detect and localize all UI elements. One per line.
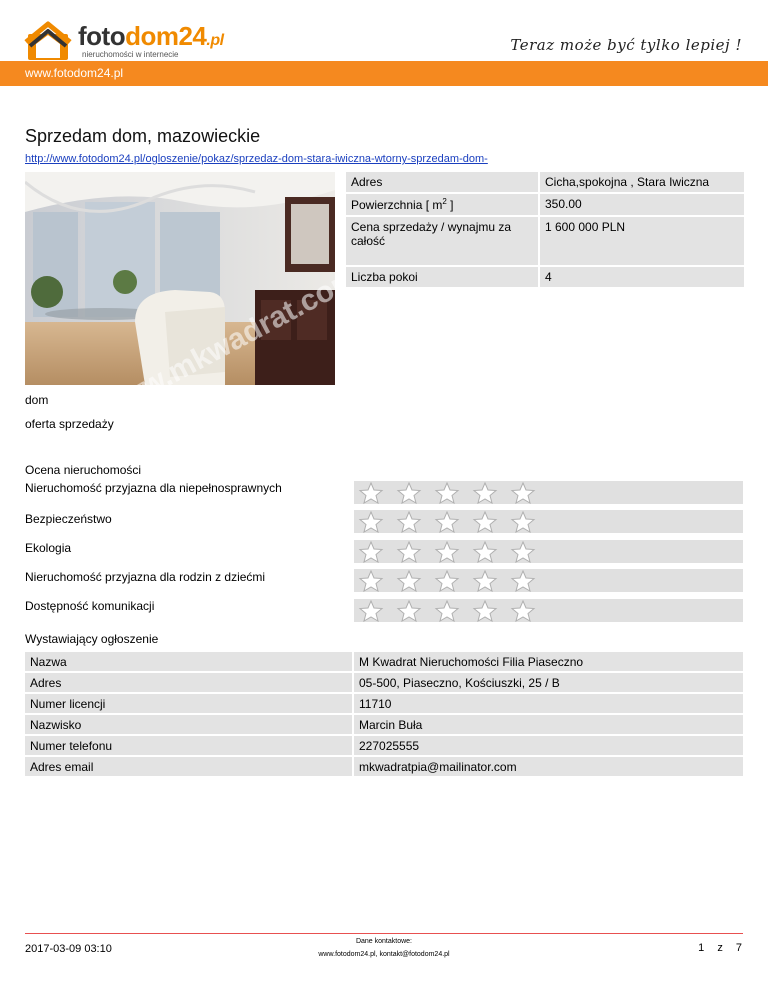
advertiser-label: Adres: [25, 673, 352, 692]
site-url-bar: [0, 61, 768, 86]
rating-stars-row: [354, 599, 743, 622]
advertiser-row: [25, 736, 743, 755]
ratings-heading: Ocena nieruchomości: [25, 463, 142, 477]
print-date: 2017-03-09 03:10: [25, 943, 112, 955]
star-icon[interactable]: [472, 600, 510, 622]
star-icon[interactable]: [358, 482, 396, 504]
tagline: Teraz może być tylko lepiej !: [510, 36, 742, 54]
rating-label: Nieruchomość przyjazna dla rodzin z dziećmi: [25, 570, 266, 584]
star-icon[interactable]: [396, 482, 434, 504]
rating-stars-row: [354, 510, 743, 533]
detail-row: [346, 172, 744, 192]
logo-subtitle: nieruchomości w internecie: [82, 50, 179, 59]
footer-divider: [25, 933, 743, 934]
advertiser-value: Marcin Buła: [354, 715, 743, 734]
advertiser-label: Numer telefonu: [25, 736, 352, 755]
star-icon[interactable]: [434, 482, 472, 504]
star-icon[interactable]: [396, 570, 434, 592]
star-icon[interactable]: [510, 511, 548, 533]
advertiser-value: 11710: [354, 694, 743, 713]
detail-label: Adres: [346, 172, 538, 192]
listing-url-link[interactable]: http://www.fotodom24.pl/ogloszenie/pokaz/sprzedaz-dom-stara-iwiczna-wtorny-sprzedam-dom-: [25, 153, 488, 165]
logo-wordmark: fotodom24.pl: [78, 21, 224, 51]
star-icon[interactable]: [358, 511, 396, 533]
advertiser-value: M Kwadrat Nieruchomości Filia Piaseczno: [354, 652, 743, 671]
page-number: 1 z 7: [698, 942, 742, 954]
advertiser-label: Adres email: [25, 757, 352, 776]
advertiser-row: [25, 715, 743, 734]
detail-value: 350.00: [540, 194, 744, 215]
rating-stars-row: [354, 481, 743, 504]
rating-stars-row: [354, 569, 743, 592]
advertiser-label: Numer licencji: [25, 694, 352, 713]
footer-contact-heading: Dane kontaktowe:: [355, 938, 413, 945]
star-icon[interactable]: [396, 511, 434, 533]
page-title: Sprzedam dom, mazowieckie: [25, 126, 261, 146]
detail-label: Powierzchnia [ $m^2$ ]: [346, 194, 538, 215]
detail-row: [346, 267, 744, 287]
site-logo: [24, 20, 224, 62]
star-icon[interactable]: [434, 600, 472, 622]
property-type: dom: [25, 393, 49, 407]
advertiser-row: [25, 652, 743, 671]
detail-value: 4: [540, 267, 744, 287]
detail-row: [346, 194, 744, 215]
star-icon[interactable]: [510, 541, 548, 563]
footer-contact-line: www.fotodom24.pl, kontakt@fotodom24.pl: [318, 951, 450, 958]
detail-label: Cena sprzedaży / wynajmu za całość: [346, 217, 538, 265]
star-icon[interactable]: [434, 570, 472, 592]
advertiser-row: [25, 673, 743, 692]
advertiser-row: [25, 694, 743, 713]
rating-label: Nieruchomość przyjazna dla niepełnosprawnych: [25, 481, 282, 495]
rating-label: Bezpieczeństwo: [25, 512, 112, 526]
detail-row: [346, 217, 744, 265]
property-photo: [25, 172, 335, 385]
advertiser-value: mkwadratpia@mailinator.com: [354, 757, 743, 776]
advertiser-row: [25, 757, 743, 776]
star-icon[interactable]: [472, 541, 510, 563]
property-details-table: [346, 172, 744, 289]
rating-label: Dostępność komunikacji: [25, 599, 155, 613]
advertiser-label: Nazwisko: [25, 715, 352, 734]
living-room-image: [25, 172, 335, 385]
star-icon[interactable]: [434, 511, 472, 533]
detail-value: 1 600 000 PLN: [540, 217, 744, 265]
star-icon[interactable]: [358, 570, 396, 592]
advertiser-table: [25, 652, 743, 778]
rating-label: Ekologia: [25, 541, 72, 555]
detail-label: Liczba pokoi: [346, 267, 538, 287]
star-icon[interactable]: [472, 570, 510, 592]
star-icon[interactable]: [396, 600, 434, 622]
star-icon[interactable]: [358, 600, 396, 622]
star-icon[interactable]: [434, 541, 472, 563]
advertiser-heading: Wystawiający ogłoszenie: [25, 632, 159, 646]
rating-stars-row: [354, 540, 743, 563]
star-icon[interactable]: [472, 511, 510, 533]
star-icon[interactable]: [510, 482, 548, 504]
offer-type: oferta sprzedaży: [25, 417, 114, 431]
advertiser-value: 05-500, Piaseczno, Kościuszki, 25 / B: [354, 673, 743, 692]
house-logo-icon: [24, 20, 72, 62]
advertiser-label: Nazwa: [25, 652, 352, 671]
star-icon[interactable]: [472, 482, 510, 504]
star-icon[interactable]: [396, 541, 434, 563]
star-icon[interactable]: [510, 600, 548, 622]
star-icon[interactable]: [358, 541, 396, 563]
site-url[interactable]: www.fotodom24.pl: [25, 66, 124, 80]
advertiser-value: 227025555: [354, 736, 743, 755]
detail-value: Cicha,spokojna , Stara Iwiczna: [540, 172, 744, 192]
star-icon[interactable]: [510, 570, 548, 592]
